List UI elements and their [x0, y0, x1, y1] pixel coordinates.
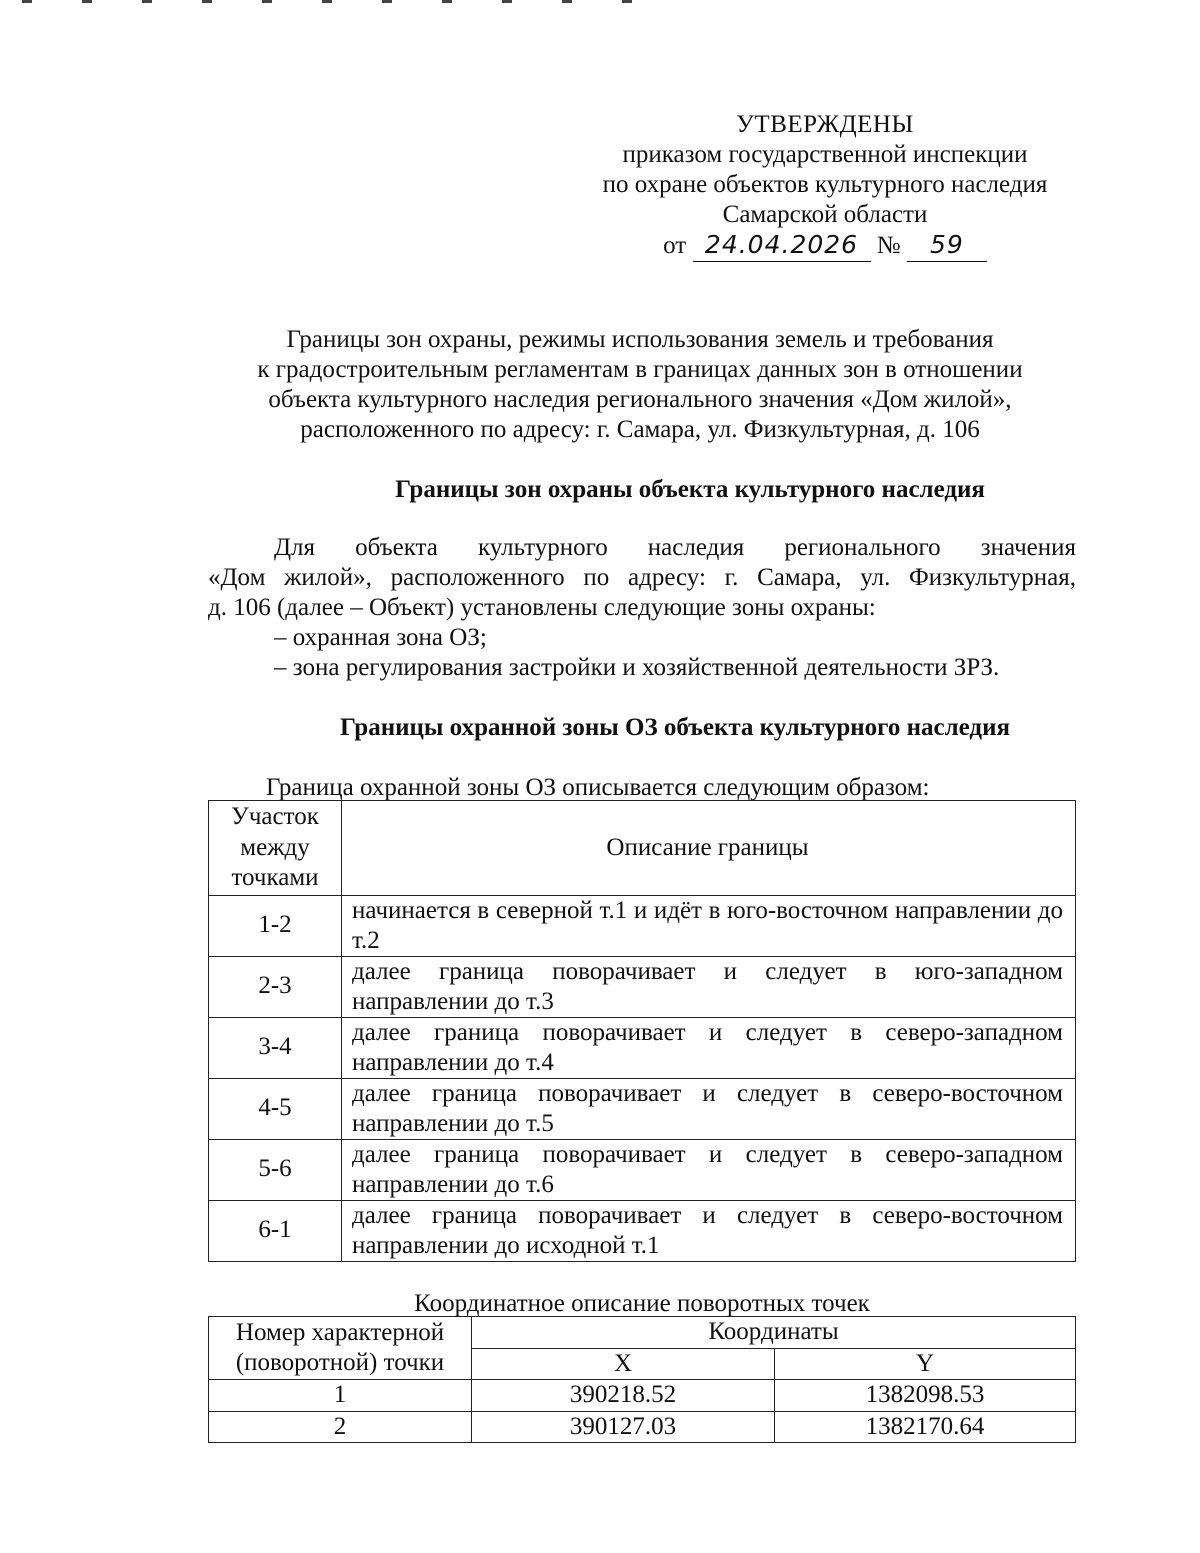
y-cell: 1382098.53	[775, 1380, 1076, 1412]
number-prefix: №	[876, 232, 901, 259]
x-cell: 390218.52	[472, 1380, 775, 1412]
segment-cell: 1-2	[209, 895, 342, 956]
handwritten-date: 24.04.2026	[693, 230, 871, 262]
table-row	[209, 1380, 1076, 1412]
table-row	[209, 1078, 1076, 1139]
header-point-line-2: (поворотной) точки	[235, 1349, 445, 1376]
table-row	[209, 956, 1076, 1017]
point-cell: 2	[209, 1411, 472, 1443]
coordinates-table	[208, 1316, 1076, 1443]
section-heading-oz-boundaries: Границы охранной зоны ОЗ объекта культурного наследия	[339, 714, 1011, 741]
handwritten-number: 59	[907, 230, 987, 262]
zone-list-item-oz: – охранная зона ОЗ;	[274, 624, 487, 651]
approval-line-1: приказом государственной инспекции	[622, 141, 1028, 168]
header-coordinates: Координаты	[472, 1317, 1076, 1349]
date-prefix: от	[663, 232, 687, 259]
y-cell: 1382170.64	[775, 1411, 1076, 1443]
boundary-description-table	[208, 800, 1076, 1262]
doc-title-line-4: расположенного по адресу: г. Самара, ул. Физкультурная, д. 106	[300, 416, 980, 443]
approval-title: УТВЕРЖДЕНЫ	[736, 111, 914, 138]
segment-cell: 5-6	[209, 1139, 342, 1200]
approval-line-3: Самарской области	[722, 201, 928, 228]
paragraph-line-2: «Дом жилой», расположенного по адресу: г. Самара, ул. Физкультурная,	[208, 564, 1076, 591]
table-row	[209, 1411, 1076, 1443]
header-point-number	[209, 1317, 472, 1380]
table-row	[209, 1017, 1076, 1078]
doc-title-line-1: Границы зон охраны, режимы использования земель и требования	[286, 326, 994, 353]
section-heading-protection-zones: Границы зон охраны объекта культурного наследия	[395, 476, 985, 503]
description-cell: далее граница поворачивает и следует в северо-западном направлении до т.6	[342, 1139, 1076, 1200]
header-x: X	[472, 1348, 775, 1380]
approval-date-number-line	[560, 230, 1090, 260]
header-segment-line-3: точками	[231, 864, 319, 891]
segment-cell: 4-5	[209, 1078, 342, 1139]
document-title	[210, 325, 1070, 445]
header-description: Описание границы	[342, 801, 1076, 896]
table-row	[209, 1139, 1076, 1200]
approval-block	[560, 110, 1090, 260]
header-segment-line-1: Участок	[231, 803, 319, 830]
section1-paragraph	[208, 533, 1076, 683]
coordinates-table-caption: Координатное описание поворотных точек	[414, 1290, 870, 1317]
paragraph-line-1: Для объекта культурного наследия регионального значения	[274, 534, 1076, 561]
approval-line-2: по охране объектов культурного наследия	[602, 171, 1048, 198]
x-cell: 390127.03	[472, 1411, 775, 1443]
table-row	[209, 895, 1076, 956]
description-cell: начинается в северной т.1 и идёт в юго-восточном направлении до т.2	[342, 895, 1076, 956]
doc-title-line-3: объекта культурного наследия регионального значения «Дом жилой»,	[268, 386, 1012, 413]
header-point-line-1: Номер характерной	[235, 1318, 445, 1346]
scan-dash-marks	[0, 0, 660, 8]
coords-header-row-1	[209, 1317, 1076, 1349]
header-segment	[209, 801, 342, 896]
table-header-row	[209, 801, 1076, 896]
header-y: Y	[775, 1348, 1076, 1380]
description-cell: далее граница поворачивает и следует в юго-западном направлении до т.3	[342, 956, 1076, 1017]
zone-list-item-zrz: – зона регулирования застройки и хозяйственной деятельности ЗРЗ.	[274, 654, 1000, 681]
segment-cell: 3-4	[209, 1017, 342, 1078]
boundary-table-caption: Граница охранной зоны ОЗ описывается следующим образом:	[266, 774, 930, 801]
doc-title-line-2: к градостроительным регламентам в границах данных зон в отношении	[257, 356, 1023, 383]
paragraph-line-3: д. 106 (далее – Объект) установлены следующие зоны охраны:	[208, 594, 876, 621]
segment-cell: 6-1	[209, 1200, 342, 1261]
description-cell: далее граница поворачивает и следует в северо-восточном направлении до исходной т.1	[342, 1200, 1076, 1261]
description-cell: далее граница поворачивает и следует в северо-восточном направлении до т.5	[342, 1078, 1076, 1139]
description-cell: далее граница поворачивает и следует в северо-западном направлении до т.4	[342, 1017, 1076, 1078]
point-cell: 1	[209, 1380, 472, 1412]
segment-cell: 2-3	[209, 956, 342, 1017]
header-segment-line-2: между	[240, 833, 310, 861]
table-row	[209, 1200, 1076, 1261]
